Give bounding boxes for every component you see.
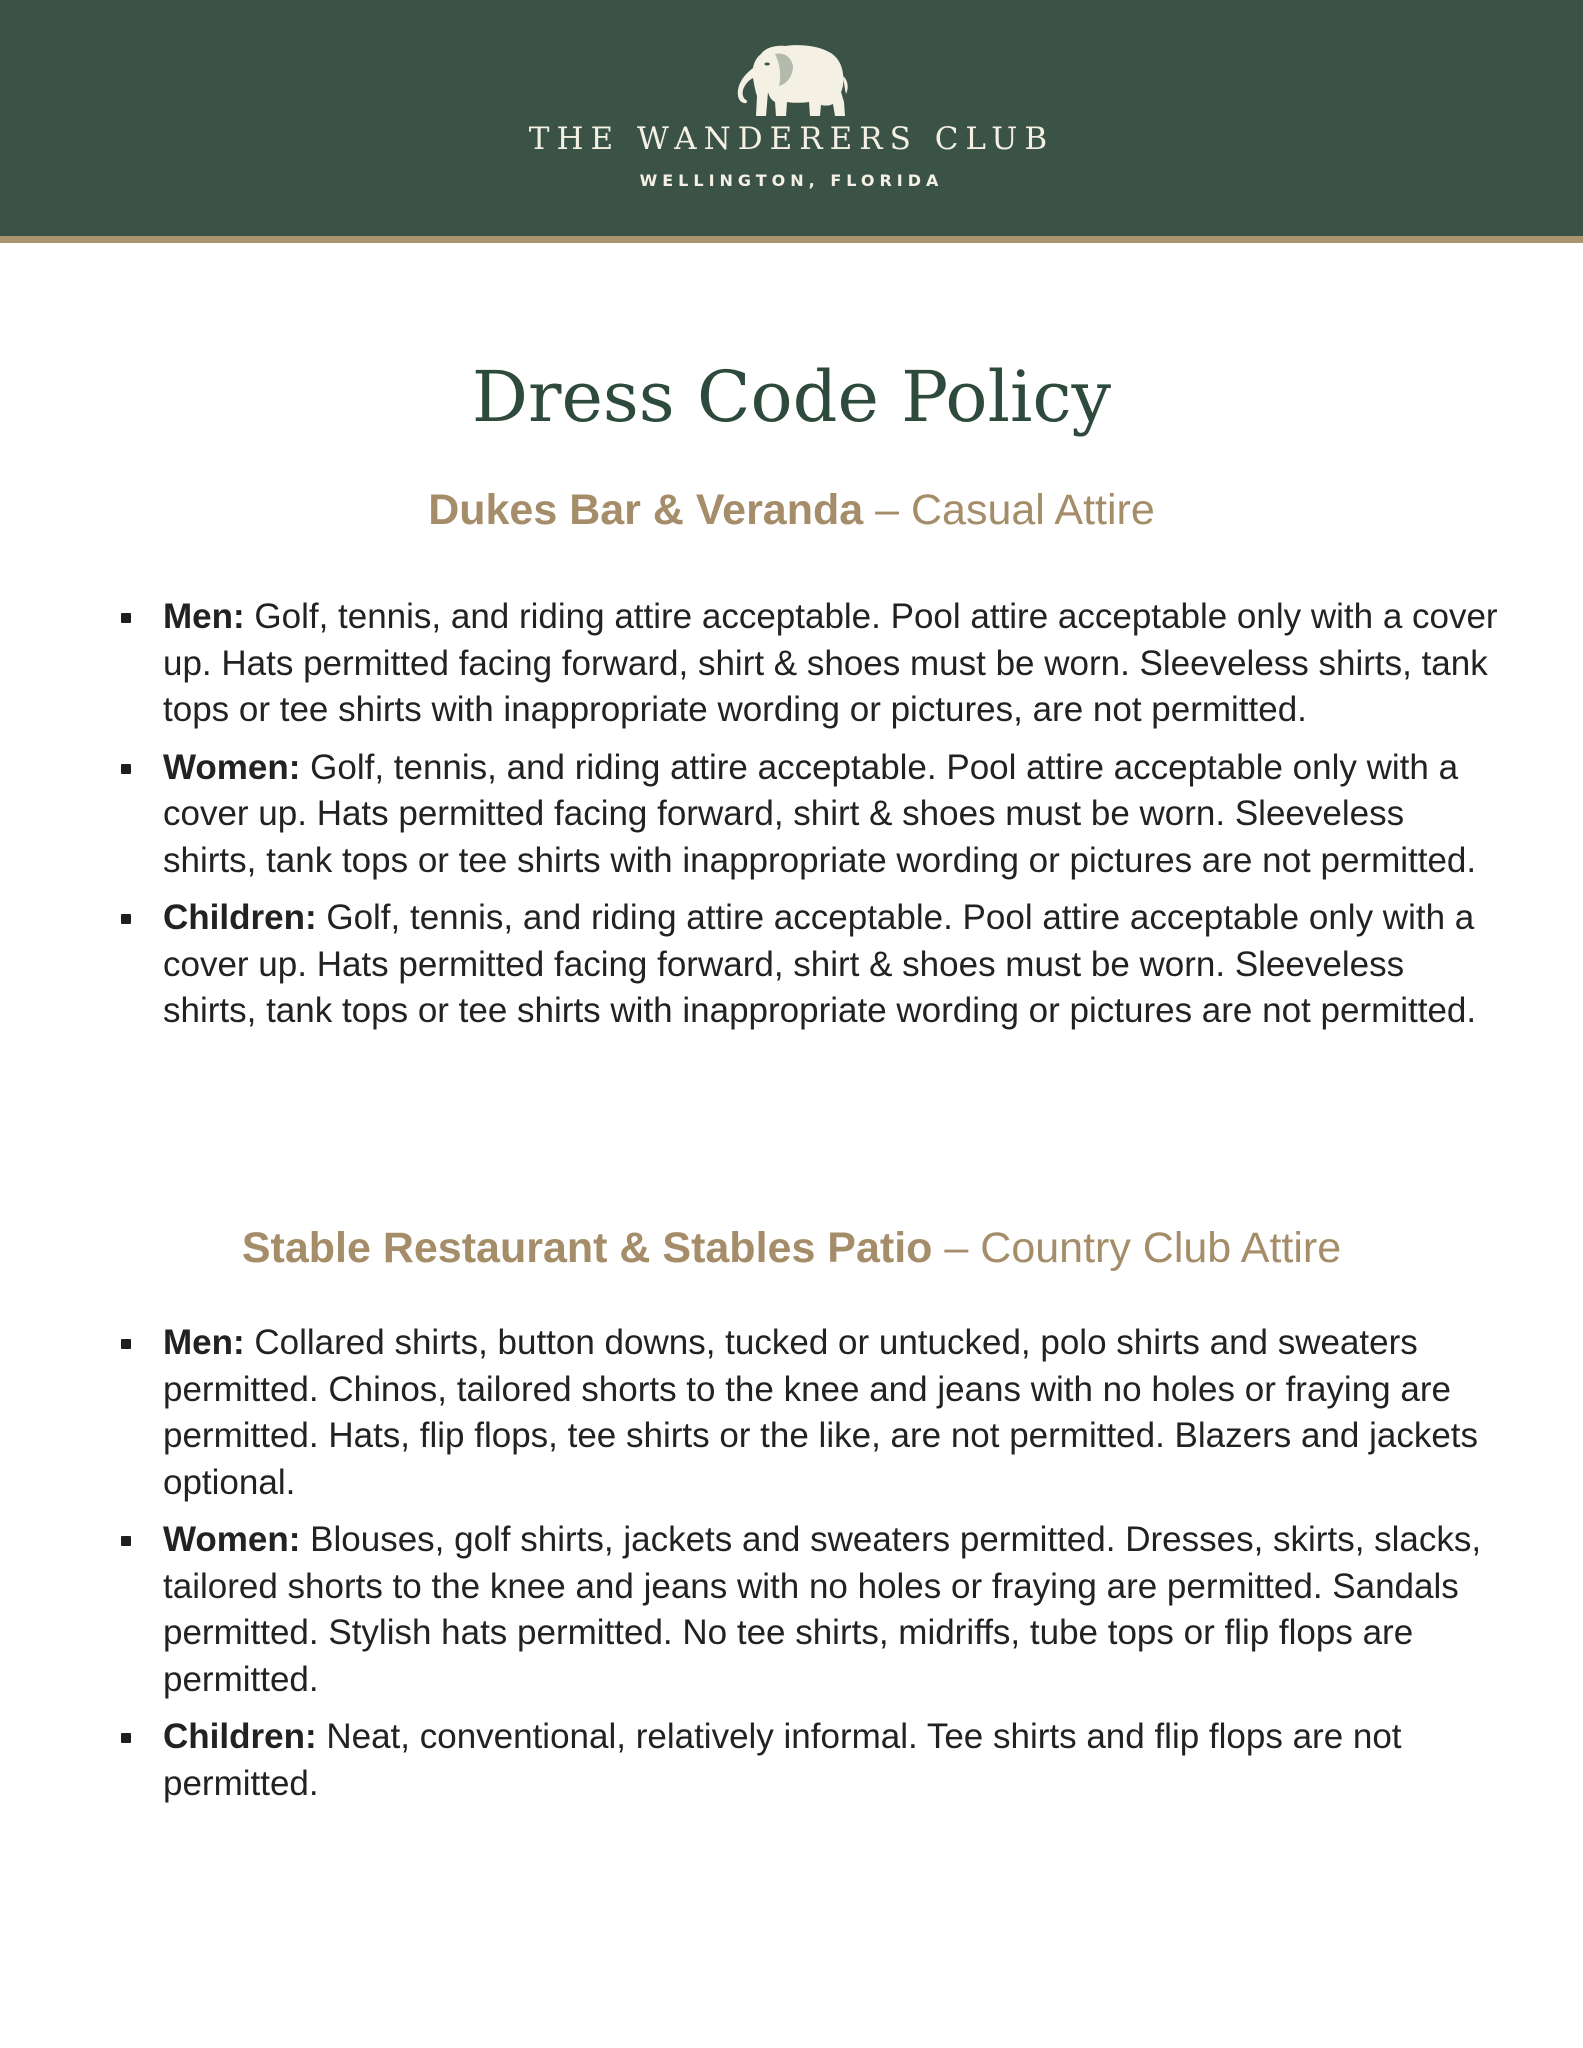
club-location: WELLINGTON, FLORIDA	[639, 171, 944, 190]
rule-text: Neat, conventional, relatively informal. Tee shirts and flip flops are not permitted.	[163, 1717, 1402, 1803]
list-item	[121, 895, 1501, 1035]
club-name: THE WANDERERS CLUB	[528, 121, 1055, 157]
section-dash: –	[944, 1224, 969, 1272]
section-venue: Dukes Bar & Veranda	[428, 486, 864, 534]
rule-text: Golf, tennis, and riding attire acceptable. Pool attire acceptable only with a cover up. Hats permitted facing forward, shirt & shoes must be worn. Sleeveless shirts, tank tops or tee shirts with inappropriate wording or pictures are not permitted.	[163, 747, 1477, 880]
rule-group-label: Children:	[163, 1717, 317, 1756]
rule-group-label: Women:	[163, 1520, 301, 1559]
rule-text: Golf, tennis, and riding attire acceptable. Pool attire acceptable only with a cover up. Hats permitted facing forward, shirt & shoes must be worn. Sleeveless shirts, tank tops or tee shirts with inappropriate wording or pictures are not permitted.	[163, 898, 1477, 1030]
rule-group-label: Women:	[163, 747, 301, 787]
bullet-icon	[121, 764, 131, 774]
bullet-icon	[121, 1733, 131, 1743]
bullet-icon	[121, 613, 131, 623]
bullet-icon	[121, 1536, 131, 1546]
rules-list-stable-restaurant	[121, 1320, 1501, 1818]
section-heading-dukes-bar	[0, 486, 1583, 535]
header-divider	[0, 236, 1583, 243]
page-title: Dress Code Policy	[471, 356, 1112, 438]
rule-text: Golf, tennis, and riding attire acceptable. Pool attire acceptable only with a cover up. Hats permitted facing forward, shirt & shoes must be worn. Sleeveless shirts, tank tops or tee shirts with inappropriate wording or pictures, are not permitted.	[163, 597, 1498, 729]
section-dash: –	[875, 486, 900, 534]
bullet-icon	[121, 1339, 131, 1349]
list-item	[121, 1320, 1501, 1506]
rule-group-label: Men:	[163, 597, 245, 636]
rule-text: Blouses, golf shirts, jackets and sweaters permitted. Dresses, skirts, slacks, tailored shorts to the knee and jeans with no holes or fraying are permitted. Sandals permitted. Stylish hats permitted. No tee shirts, midriffs, tube tops or flip flops are permitted.	[163, 1520, 1482, 1699]
section-attire: Casual Attire	[911, 486, 1155, 534]
list-item	[121, 594, 1501, 734]
section-venue: Stable Restaurant & Stables Patio	[241, 1224, 933, 1272]
section-heading-stable-restaurant	[0, 1224, 1583, 1273]
rules-list-dukes-bar	[121, 594, 1501, 1046]
bullet-icon	[121, 914, 131, 924]
rule-text: Collared shirts, button downs, tucked or untucked, polo shirts and sweaters permitted. Chinos, tailored shorts to the knee and jeans with no holes or fraying are permitted. Hats, flip flops, tee shirts or the like, are not permitted. Blazers and jackets optional.	[163, 1323, 1479, 1502]
elephant-icon	[731, 44, 851, 120]
list-item	[121, 1714, 1501, 1807]
rule-group-label: Men:	[163, 1323, 245, 1362]
header-band	[0, 0, 1583, 236]
section-attire: Country Club Attire	[980, 1224, 1342, 1272]
list-item	[121, 745, 1501, 885]
list-item	[121, 1517, 1501, 1703]
rule-group-label: Children:	[163, 898, 317, 937]
